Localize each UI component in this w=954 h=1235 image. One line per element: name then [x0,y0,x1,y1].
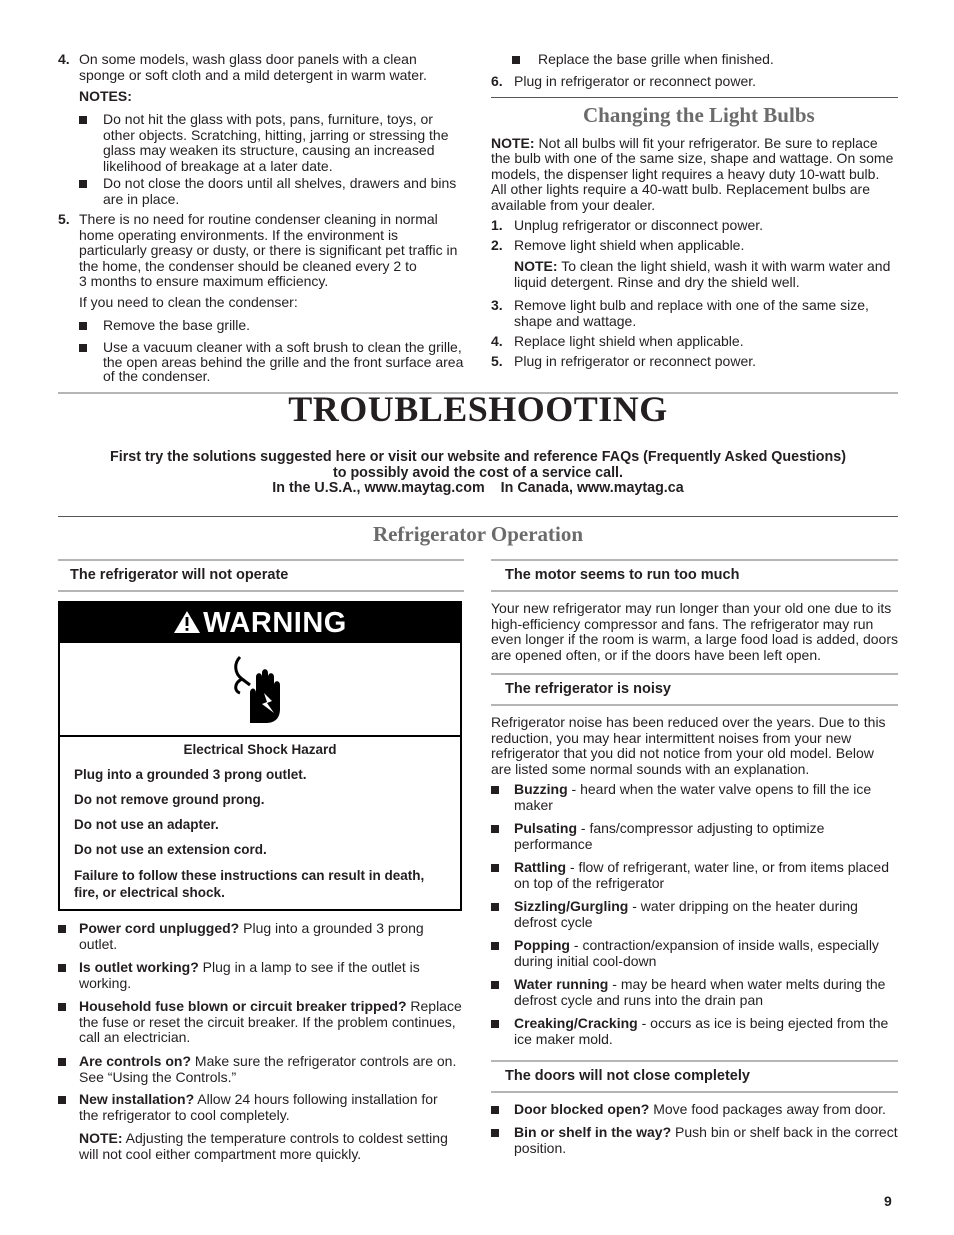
warning-instruction: Do not remove ground prong. [74,792,265,807]
noisy-heading: The refrigerator is noisy [505,681,671,697]
bullet-square-icon [491,1020,499,1028]
warning-instruction: Do not use an adapter. [74,817,219,832]
warning-instruction: Do not use an extension cord. [74,842,267,857]
bullet-square-icon [79,180,87,188]
bullet-square-icon [491,903,499,911]
subheading-rule [58,590,464,592]
motor-description: Your new refrigerator may run longer than your old one due to its high-efficiency compressor and fans. The refrigerator may run even longer if the room is warm, a large food load is added, doors are opened often, or if the doors have been left open. [491,600,899,663]
subheading-rule [58,559,464,561]
alert-triangle-icon [173,610,201,634]
noise-item: Popping - contraction/expansion of inside walls, especially during initial cool-down [491,938,899,969]
note-bullet: Do not hit the glass with pots, pans, furniture, toys, or other objects. Scratching, hitting, jarring or stressing the glass may weaken its structure, causing an increased likelihood of breakage at a later date. [79,112,469,174]
notes-label: NOTES: [79,88,132,104]
bulb-step: 3. Remove light bulb and replace with one of the same size, shape and wattage. [491,297,869,329]
noise-item: Water running - may be heard when water melts during the defrost cycle and runs into the drain pan [491,977,899,1008]
noise-item: Pulsating - fans/compressor adjusting to optimize performance [491,821,899,852]
electric-shock-hand-icon [230,653,290,727]
doors-heading: The doors will not close completely [505,1068,750,1084]
noise-item: Creaking/Cracking - occurs as ice is being ejected from the ice maker mold. [491,1016,899,1047]
bullet-square-icon [491,825,499,833]
page-title: TROUBLESHOOTING [288,389,668,429]
step-5: 5. There is no need for routine condenser cleaning in normal home operating environments. If the environment is particularly greasy or dusty, or there is significant pet traffic in the home, the condenser should be cleaned every 2 to 3 months to ensure maximum efficiency. [58,211,458,290]
bullet-square-icon [58,1003,66,1011]
bullet-square-icon [58,1096,66,1104]
section-divider [491,97,898,98]
bullet-square-icon [491,786,499,794]
subheading-rule [491,673,898,675]
warning-instruction: Plug into a grounded 3 prong outlet. [74,767,307,782]
bullet-square-icon [79,322,87,330]
motor-heading: The motor seems to run too much [505,567,740,583]
door-item: Bin or shelf in the way? Push bin or shelf back in the correct position. [491,1125,899,1156]
bullet-square-icon [58,925,66,933]
cause-item: New installation? Allow 24 hours following installation for the refrigerator to cool completely. [58,1092,464,1123]
subheading-rule [491,1060,898,1062]
condenser-intro: If you need to clean the condenser: [79,294,298,310]
will-not-operate-heading: The refrigerator will not operate [70,567,289,583]
cause-item: Power cord unplugged? Plug into a grounded 3 prong outlet. [58,921,464,952]
canada-website: In Canada, www.maytag.ca [500,480,684,496]
cause-item: Are controls on? Make sure the refrigerator controls are on. See “Using the Controls.” [58,1054,464,1085]
replace-bullet: Replace the base grille when finished. [512,52,892,68]
subheading-rule [491,704,898,706]
door-item: Door blocked open? Move food packages away from door. [491,1102,899,1118]
bullet-square-icon [79,116,87,124]
warning-label: WARNING [203,607,347,639]
bulb-step: 1. Unplug refrigerator or disconnect power. [491,217,764,233]
section-divider [58,516,898,517]
bullet-square-icon [491,942,499,950]
intro-line: First try the solutions suggested here or visit our website and reference FAQs (Frequently Asked Questions) [110,449,846,465]
noise-item: Sizzling/Gurgling - water dripping on the heater during defrost cycle [491,899,899,930]
bulb-step: 5. Plug in refrigerator or reconnect power. [491,353,757,369]
light-bulbs-note: NOTE: Not all bulbs will fit your refrigerator. Be sure to replace the bulb with one of the same size, shape and wattage. On some models, the dispenser light requires a heavy duty 10-watt bulb. All other lights require a 40-watt bulb. Replacement bulbs are available from your dealer. [491,135,894,213]
light-bulbs-heading: Changing the Light Bulbs [583,103,815,127]
bullet-square-icon [491,981,499,989]
cause-item: Household fuse blown or circuit breaker tripped? Replace the fuse or reset the circuit breaker. If the problem continues, call an electrician. [58,999,464,1046]
step-text: On some models, wash glass door panels with a clean sponge or soft cloth and a mild detergent in warm water. [79,51,427,83]
subheading-rule [491,590,898,592]
step-number: 4. [58,51,70,67]
condenser-bullet: Use a vacuum cleaner with a soft brush to clean the grille, the open areas behind the grille and the front surface area of the condenser. [79,340,469,384]
warning-divider [60,735,460,737]
bulb-step: 2. Remove light shield when applicable. [491,237,745,253]
bullet-square-icon [79,344,87,352]
right-top-column [491,52,899,374]
bullet-square-icon [491,1106,499,1114]
noise-item: Buzzing - heard when the water valve opens to fill the ice maker [491,782,899,813]
step-6: 6. Plug in refrigerator or reconnect power. [491,73,757,89]
bullet-square-icon [491,1129,499,1137]
bullet-square-icon [491,864,499,872]
bulb-step-2-note: NOTE: To clean the light shield, wash it with warm water and liquid detergent. Rinse and dry the shield well. [514,258,891,290]
page-number: 9 [884,1193,892,1209]
step-4 [58,52,464,83]
condenser-bullet: Remove the base grille. [79,318,469,334]
bullet-square-icon [58,964,66,972]
section-heading: Refrigerator Operation [372,522,584,546]
bullet-square-icon [58,1058,66,1066]
note-bullet: Do not close the doors until all shelves, drawers and bins are in place. [79,176,469,207]
us-website: In the U.S.A., www.maytag.com [272,480,485,496]
warning-banner [60,603,460,643]
subheading-rule [491,1091,898,1093]
hazard-title: Electrical Shock Hazard [183,742,337,757]
bulb-step: 4. Replace light shield when applicable. [491,333,744,349]
noisy-description: Refrigerator noise has been reduced over the years. Due to this reduction, you may hear intermittent noises from your new refrigerator that you did not notice from your old model. Below are listed some normal sounds with an explanation. [491,714,886,777]
installation-note: NOTE: Adjusting the temperature controls to coldest setting will not cool either compartment more quickly. [79,1130,448,1162]
intro-line: to possibly avoid the cost of a service call. [332,465,623,481]
subheading-rule [491,559,898,561]
step-number: 5. [58,211,70,227]
warning-box [58,601,462,911]
cause-item: Is outlet working? Plug in a lamp to see if the outlet is working. [58,960,464,991]
noise-item: Rattling - flow of refrigerant, water line, or from items placed on top of the refrigerator [491,860,899,891]
website-line [58,481,898,497]
warning-failure: Failure to follow these instructions can result in death, fire, or electrical shock. [74,868,425,900]
bullet-square-icon [512,56,520,64]
